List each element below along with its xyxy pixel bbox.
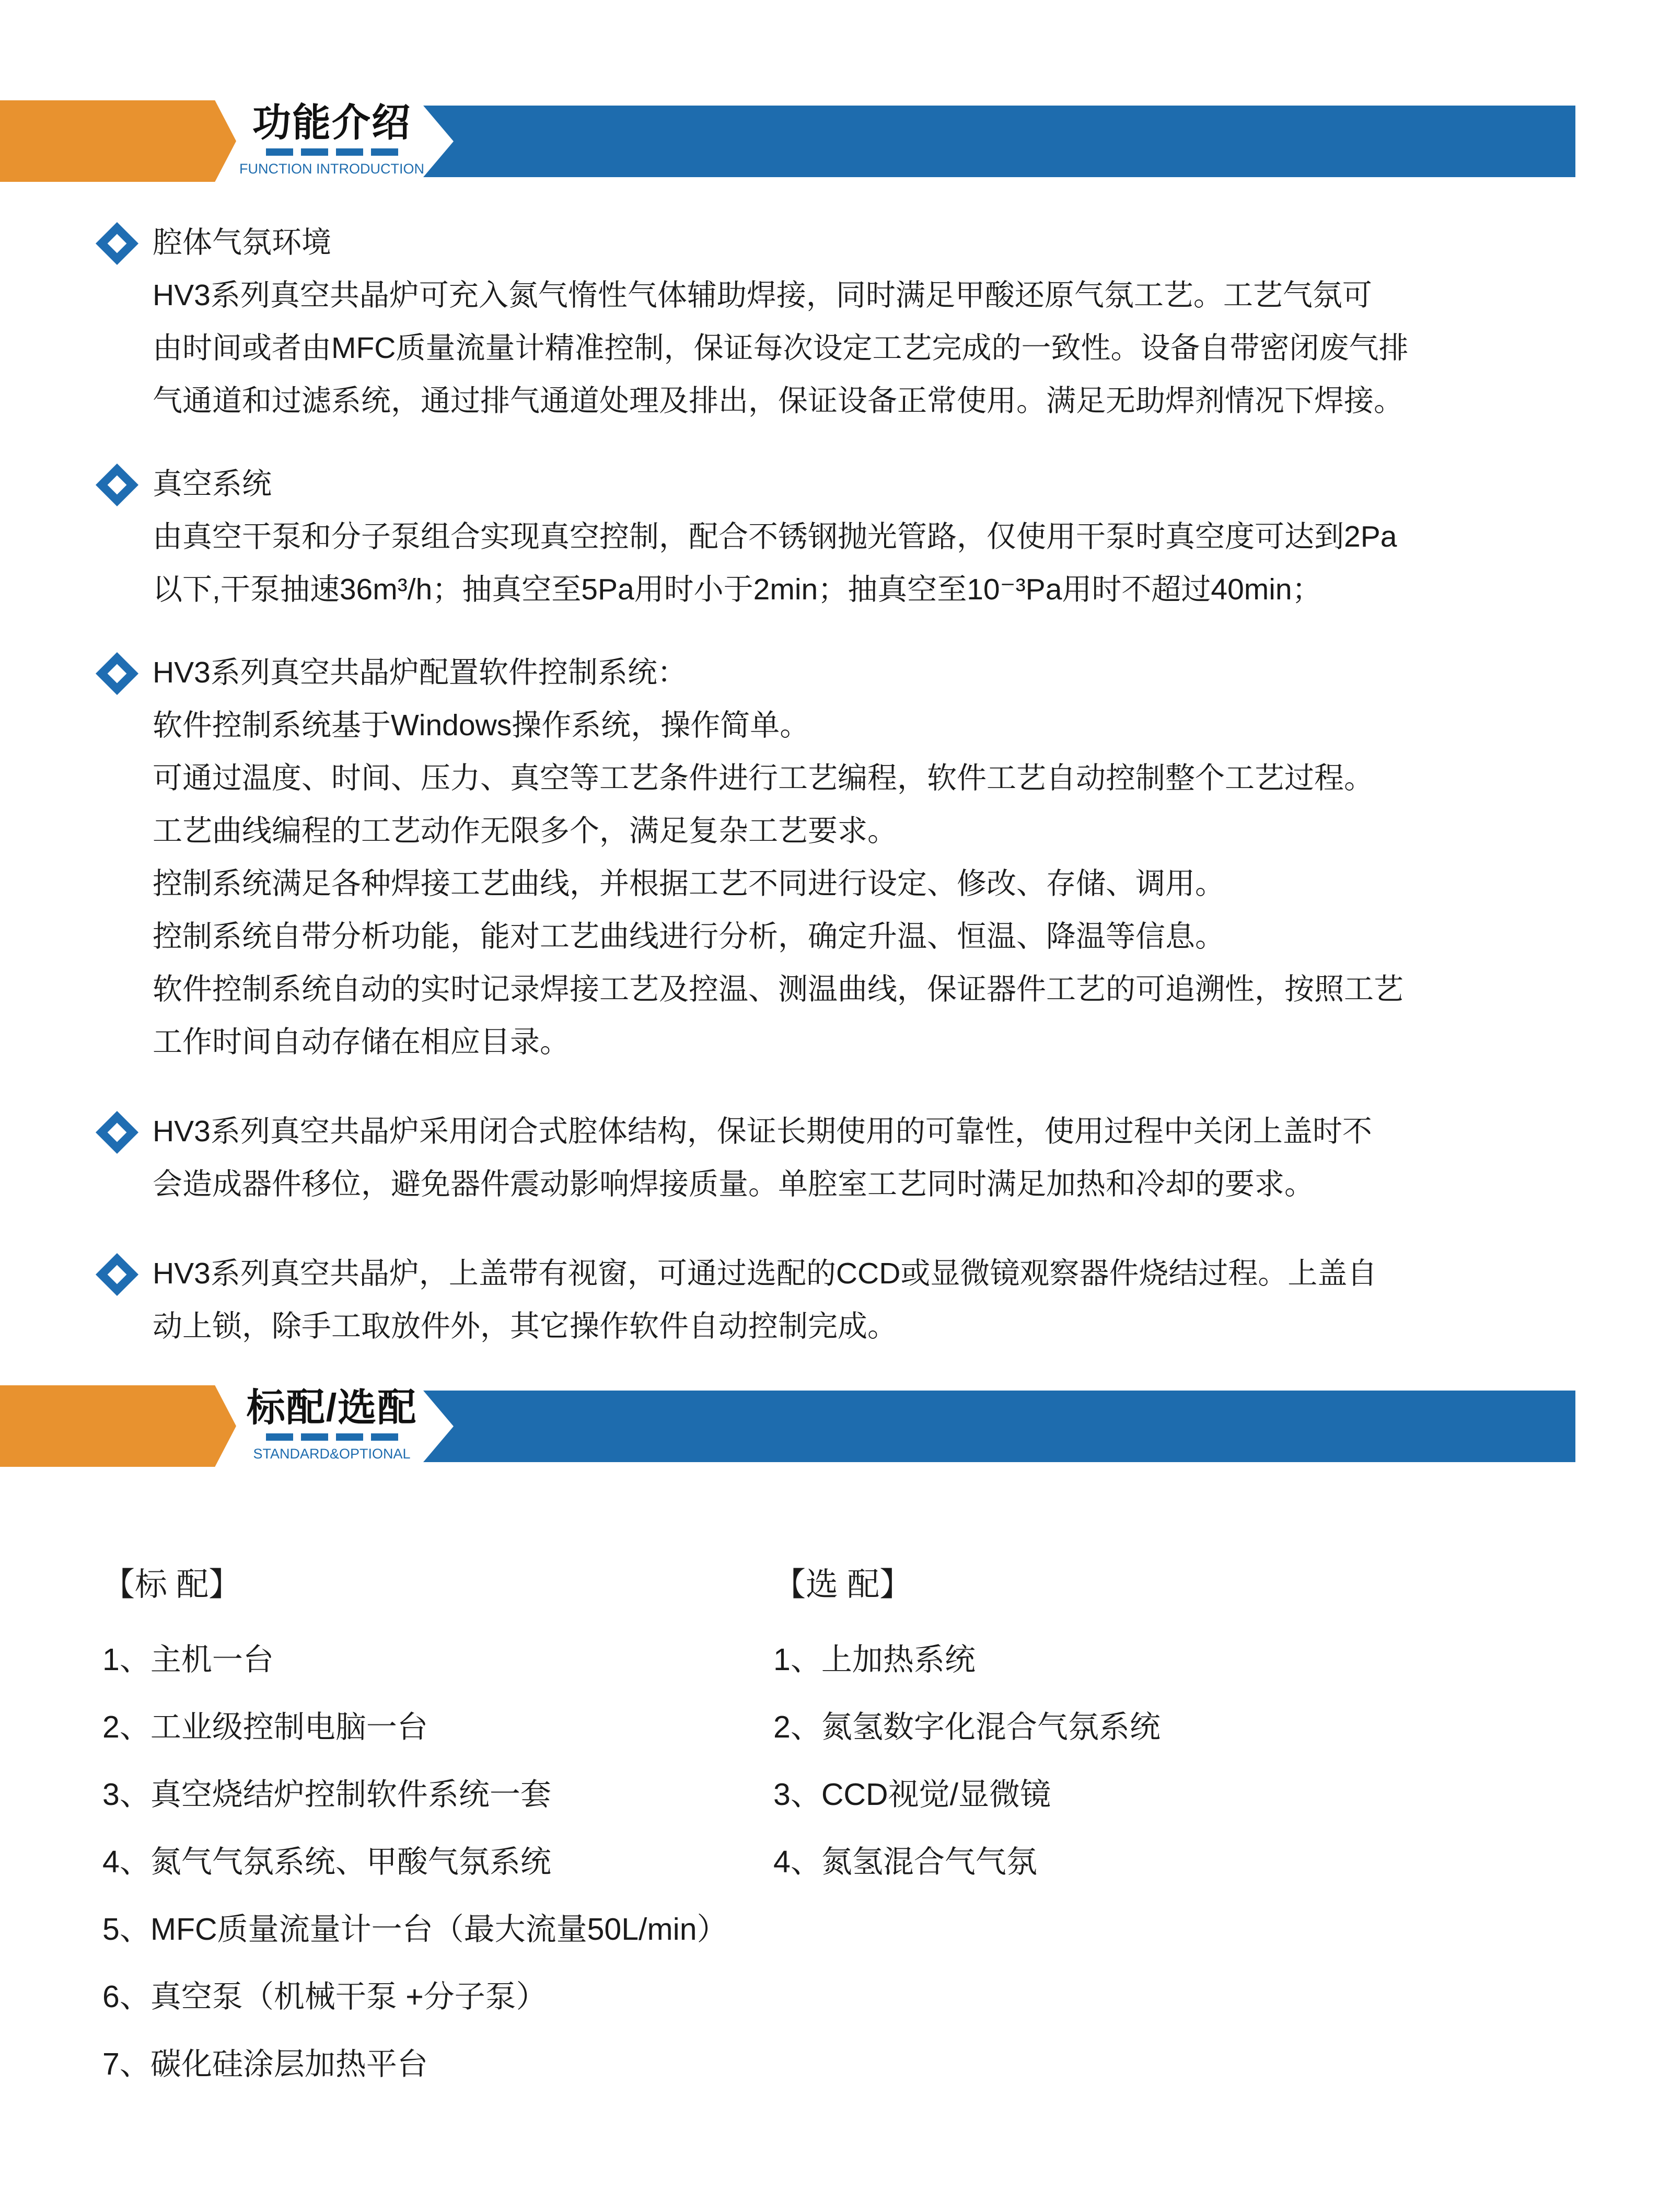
diamond-icon [96, 1253, 138, 1296]
banner-title-block [239, 1385, 424, 1467]
features-content [0, 216, 1659, 1383]
list-item: 1、主机一台 [102, 1642, 274, 1677]
section-line: 由时间或者由MFC质量流量计精准控制，保证每次设定工艺完成的一致性。设备自带密闭废气排 [153, 331, 1409, 365]
diamond-icon [96, 464, 138, 506]
section-line: 控制系统自带分析功能，能对工艺曲线进行分析，确定升温、恒温、降温等信息。 [153, 920, 1225, 953]
section-title: HV3系列真空共晶炉配置软件控制系统： [153, 656, 687, 689]
diamond-bullet-icon [95, 1110, 139, 1154]
standard-list-header: 【标 配】 [102, 1567, 241, 1603]
blue-flag-decoration [423, 106, 1575, 177]
section-viewing-window [0, 1247, 1659, 1353]
section-line: 控制系统满足各种焊接工艺曲线，并根据工艺不同进行设定、修改、存储、调用。 [153, 867, 1225, 900]
section-vacuum-system [0, 458, 1659, 616]
square-decoration [301, 1433, 328, 1441]
section-text [153, 1247, 1584, 1353]
diamond-bullet-icon [95, 1253, 139, 1296]
section-closed-chamber [0, 1105, 1659, 1211]
banner-title: 功能介绍 [252, 101, 411, 144]
square-decoration [371, 148, 398, 156]
square-decoration [301, 148, 328, 156]
list-item: 3、CCD视觉/显微镜 [773, 1777, 1051, 1812]
section-title: 腔体气氛环境 [153, 226, 331, 259]
section-line: 会造成器件移位，避免器件震动影响焊接质量。单腔室工艺同时满足加热和冷却的要求。 [153, 1167, 1314, 1201]
list-item: 2、工业级控制电脑一台 [102, 1710, 428, 1744]
list-item: 4、氮气气氛系统、甲酸气氛系统 [102, 1845, 551, 1879]
section-title: 真空系统 [153, 467, 272, 501]
diamond-icon [96, 222, 138, 265]
diamond-icon [96, 652, 138, 695]
section-text [153, 1105, 1584, 1211]
banner-title: 标配/选配 [246, 1386, 417, 1429]
section-line: 工艺曲线编程的工艺动作无限多个，满足复杂工艺要求。 [153, 814, 897, 848]
squares-divider-decoration [239, 1433, 424, 1441]
squares-divider-decoration [239, 148, 424, 156]
orange-chevron-decoration [0, 100, 236, 182]
diamond-icon [96, 1111, 138, 1154]
section-line: 以下,干泵抽速36m³/h；抽真空至5Pa用时小于2min；抽真空至10⁻³Pa用时不超过40min； [153, 573, 1322, 606]
list-item: 1、上加热系统 [773, 1642, 976, 1677]
diamond-bullet-icon [95, 652, 139, 696]
section-line: 软件控制系统自动的实时记录焊接工艺及控温、测温曲线，保证器件工艺的可追溯性，按照工艺 [153, 972, 1403, 1006]
square-decoration [336, 148, 363, 156]
optional-list-header: 【选 配】 [773, 1567, 912, 1603]
diamond-bullet-icon [95, 463, 139, 507]
square-decoration [266, 1433, 293, 1441]
list-item: 4、氮氢混合气气氛 [773, 1845, 1037, 1879]
section-text [153, 646, 1584, 1069]
list-item: 5、MFC质量流量计一台（最大流量50L/min） [102, 1912, 728, 1947]
function-introduction-banner [0, 100, 1659, 184]
section-line: HV3系列真空共晶炉，上盖带有视窗，可通过选配的CCD或显微镜观察器件烧结过程。上盖自 [153, 1257, 1377, 1290]
standard-optional-banner [0, 1385, 1659, 1469]
diamond-bullet-icon [95, 222, 139, 265]
banner-subtitle: FUNCTION INTRODUCTION [239, 161, 424, 177]
section-line: HV3系列真空共晶炉可充入氮气惰性气体辅助焊接，同时满足甲酸还原气氛工艺。工艺气氛可 [153, 279, 1372, 312]
section-line: HV3系列真空共晶炉采用闭合式腔体结构，保证长期使用的可靠性，使用过程中关闭上盖时不 [153, 1115, 1372, 1148]
list-item: 2、氮氢数字化混合气氛系统 [773, 1710, 1161, 1744]
blue-flag-decoration [423, 1391, 1575, 1462]
section-line: 气通道和过滤系统，通过排气通道处理及排出，保证设备正常使用。满足无助焊剂情况下焊接。 [153, 384, 1403, 418]
section-line: 由真空干泵和分子泵组合实现真空控制，配合不锈钢抛光管路，仅使用干泵时真空度可达到2Pa [153, 520, 1397, 553]
banner-title-block [239, 100, 424, 182]
standard-config-list [102, 1562, 771, 2098]
section-text [153, 216, 1584, 427]
section-line: 动上锁，除手工取放件外，其它操作软件自动控制完成。 [153, 1310, 897, 1343]
square-decoration [336, 1433, 363, 1441]
list-item: 3、真空烧结炉控制软件系统一套 [102, 1777, 551, 1812]
banner-subtitle: STANDARD&OPTIONAL [253, 1446, 411, 1462]
square-decoration [371, 1433, 398, 1441]
section-software-control [0, 646, 1659, 1069]
section-line: 可通过温度、时间、压力、真空等工艺条件进行工艺编程，软件工艺自动控制整个工艺过程。 [153, 761, 1374, 795]
section-line: 软件控制系统基于Windows操作系统，操作简单。 [153, 709, 810, 742]
square-decoration [266, 148, 293, 156]
section-line: 工作时间自动存储在相应目录。 [153, 1025, 570, 1059]
orange-chevron-decoration [0, 1385, 236, 1467]
section-chamber-atmosphere [0, 216, 1659, 427]
list-item: 7、碳化硅涂层加热平台 [102, 2047, 428, 2081]
section-text [153, 458, 1584, 616]
optional-config-list [773, 1562, 1505, 1896]
list-item: 6、真空泵（机械干泵 +分子泵） [102, 1979, 547, 2014]
